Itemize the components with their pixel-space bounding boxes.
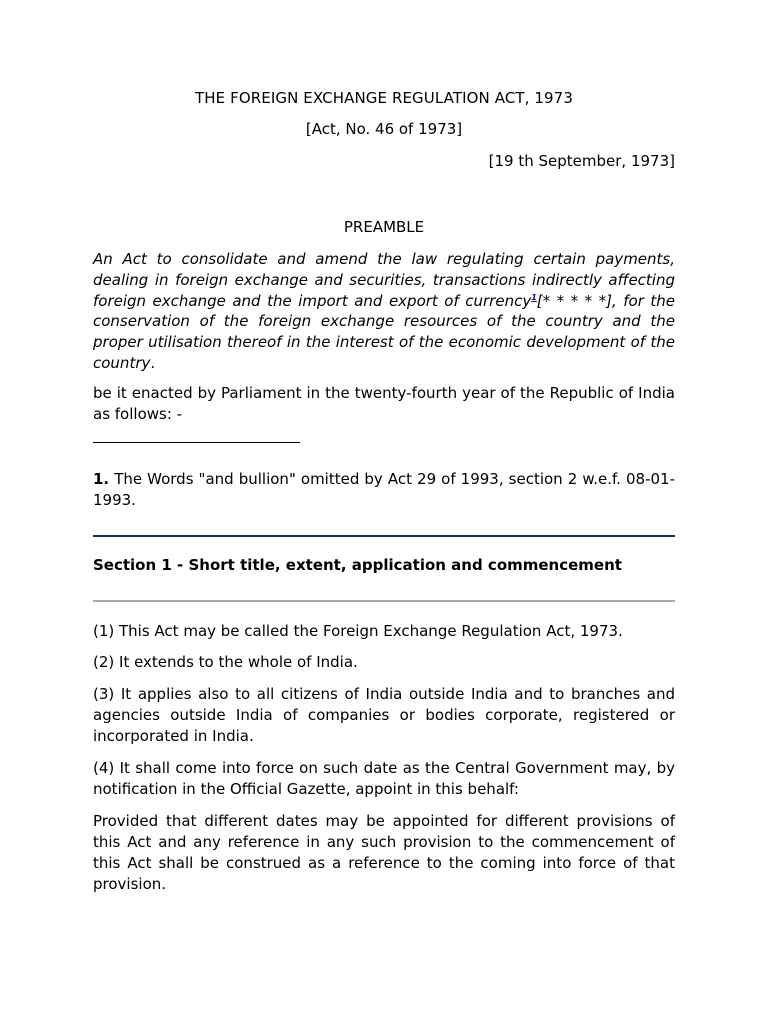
preamble-text-part2: [* * * * *], for the conservation of the foreign exchange resources of the country and the proper utilisation thereof in the interest of the economic development of the country [93,291,675,372]
preamble-text [93,249,675,374]
footnote-number: 1. [93,470,110,488]
section-heading: Section 1 - Short title, extent, application and commencement [93,556,622,574]
section-paragraph: (3) It applies also to all citizens of India outside India and to branches and agencies outside India of companies or bodies corporate, registered or incorporated in India. [93,685,675,745]
preamble-text-part1: An Act to consolidate and amend the law regulating certain payments, dealing in foreign exchange and securities, transactions indirectly affecting foreign exchange and the import and export of currency [93,250,675,310]
preamble-heading: PREAMBLE [343,218,425,236]
section-paragraph: (1) This Act may be called the Foreign Exchange Regulation Act, 1973. [93,622,623,640]
section-paragraph: (4) It shall come into force on such date as the Central Government may, by notification in the Official Gazette, appoint in this behalf: [93,759,675,798]
section-paragraph: (2) It extends to the whole of India. [93,653,358,671]
footnote-divider [93,442,300,443]
act-date: [19 th September, 1973] [488,152,675,170]
section-top-rule [93,535,675,537]
preamble-end-punct: . [150,353,156,372]
footnote [93,469,675,511]
section-divider-rule [93,600,675,602]
section-proviso: Provided that different dates may be appointed for different provisions of this Act and any reference in any such provision to the commencement of this Act shall be construed as a reference to the coming into force of that provision. [93,812,675,893]
enacting-clause: be it enacted by Parliament in the twenty-fourth year of the Republic of India as follows: - [93,384,675,423]
act-title: THE FOREIGN EXCHANGE REGULATION ACT, 1973 [195,89,573,107]
act-number: [Act, No. 46 of 1973] [305,120,463,138]
footnote-reference-link[interactable]: 1 [531,292,537,302]
footnote-text: The Words "and bullion" omitted by Act 29 of 1993, section 2 w.e.f. 08-01-1993. [93,470,675,509]
